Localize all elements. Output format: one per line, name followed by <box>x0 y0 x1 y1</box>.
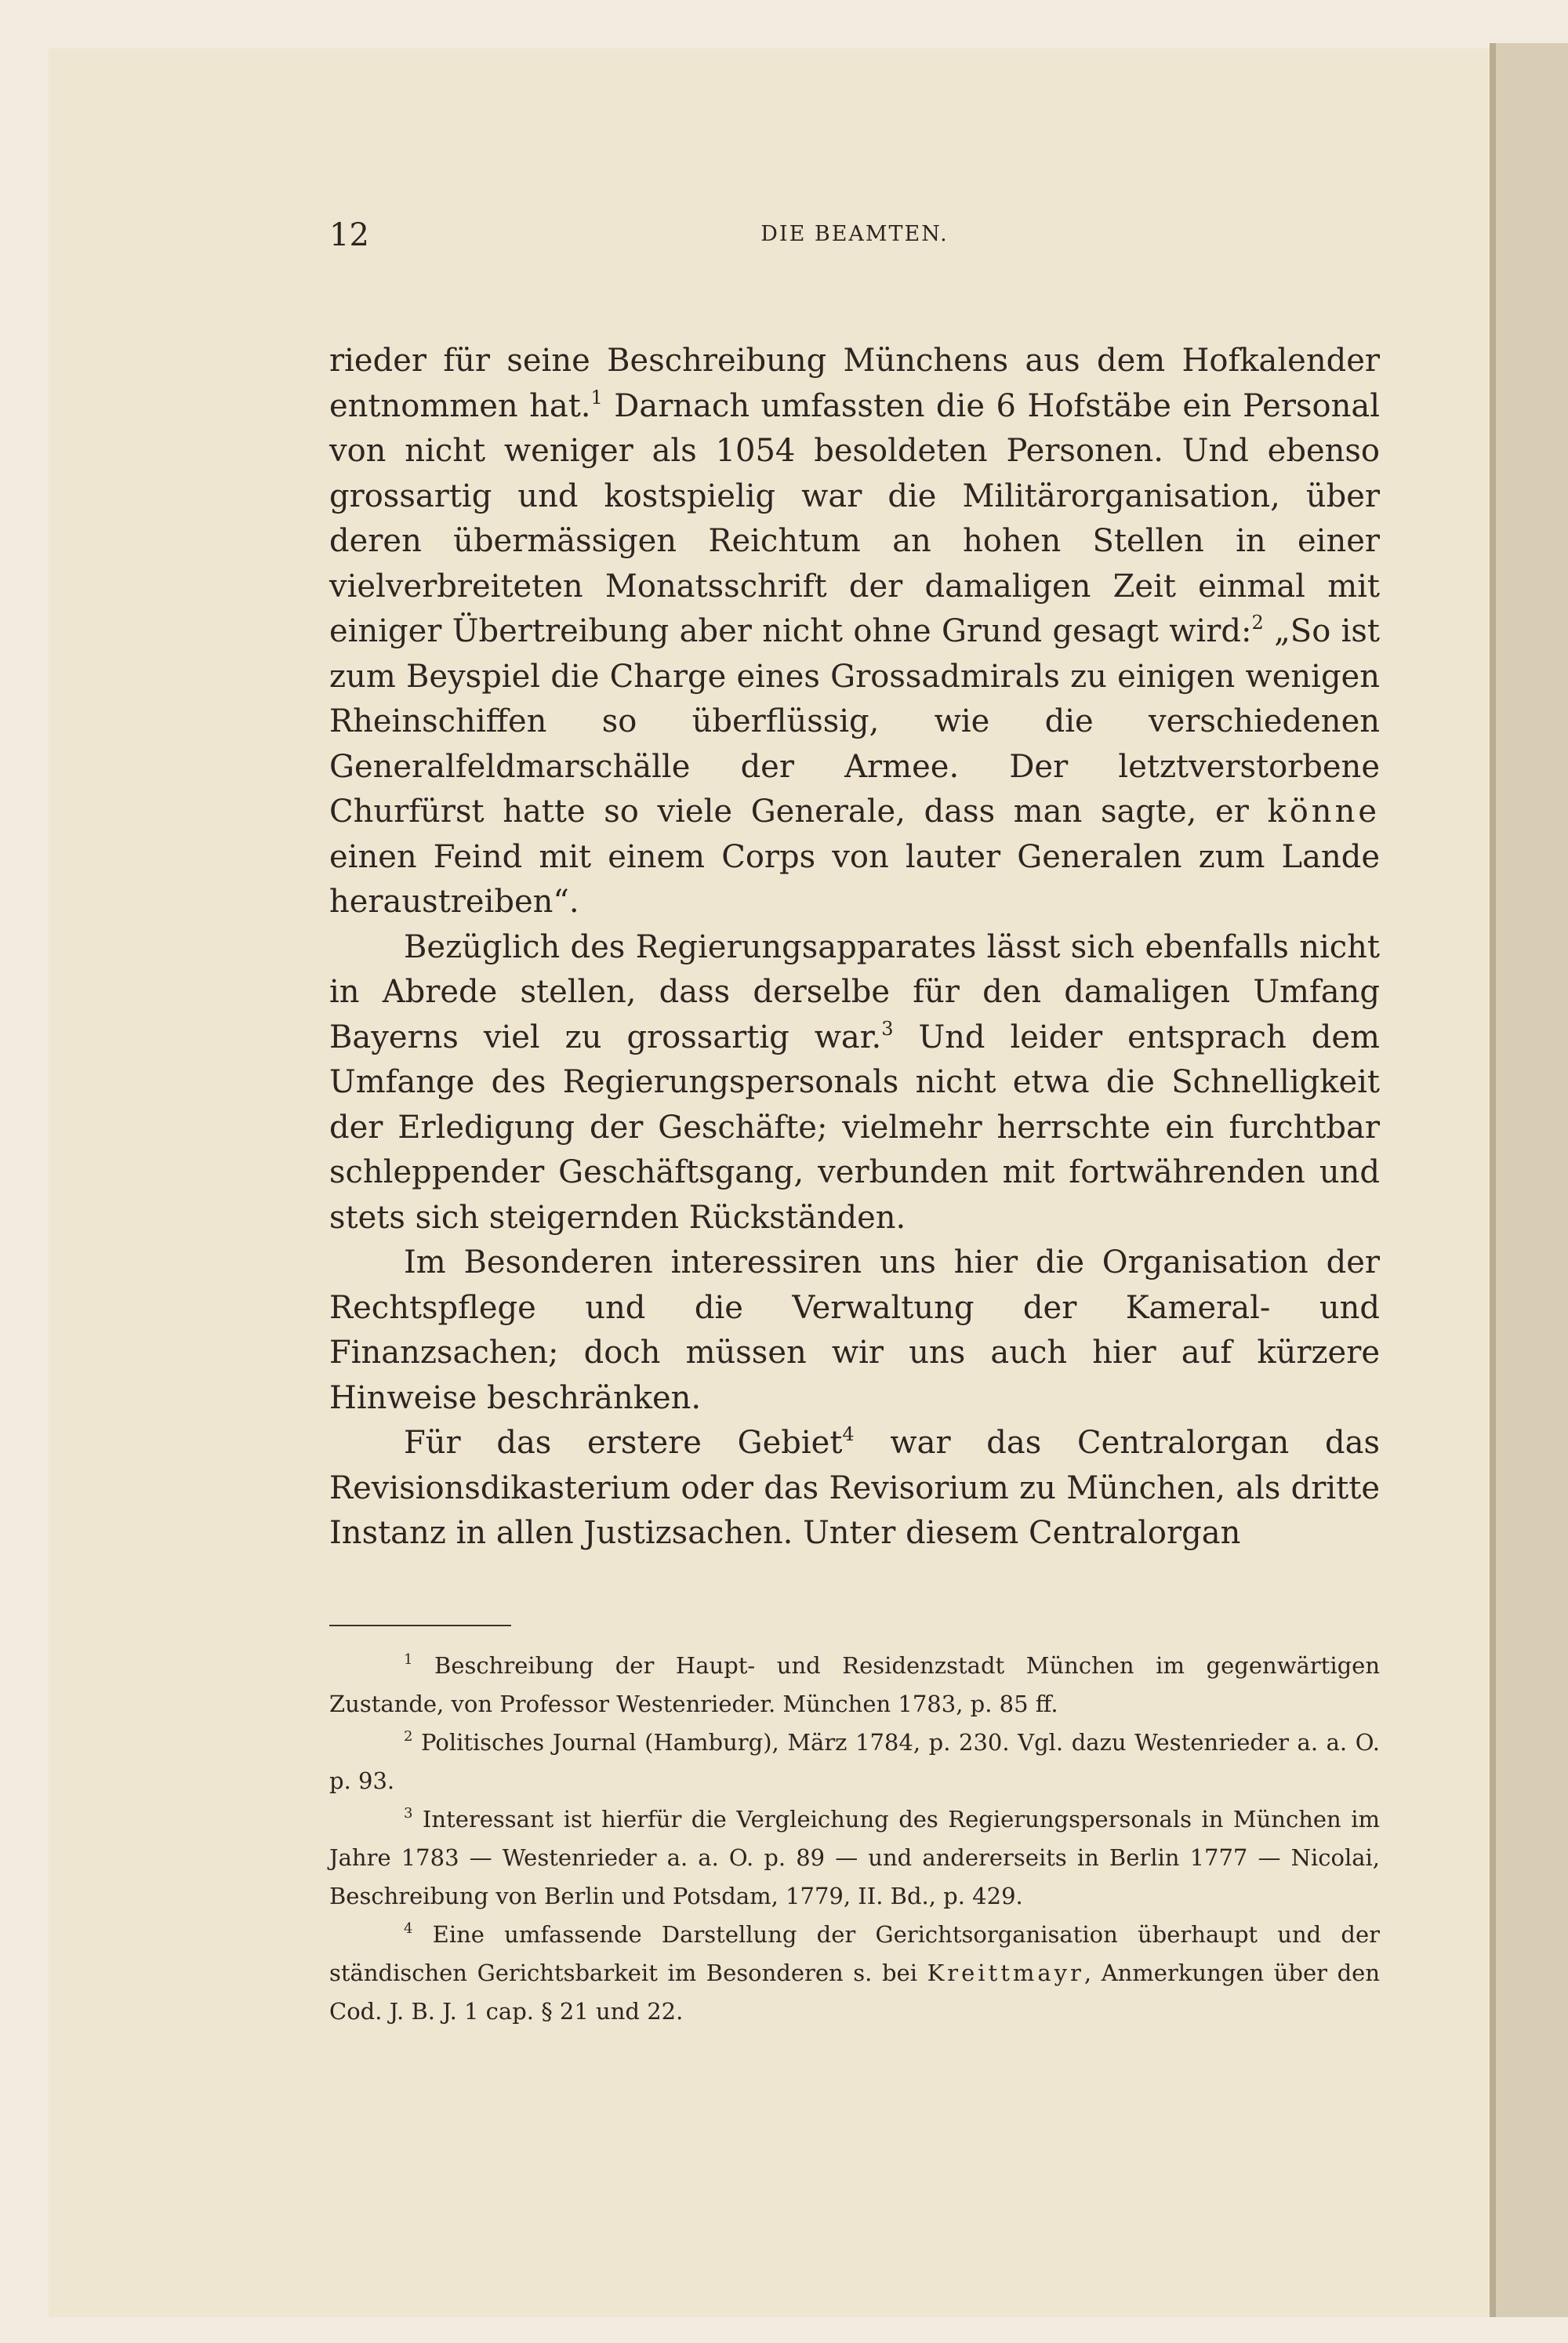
footnotes <box>329 1647 1380 2031</box>
footnote-number: 3 <box>404 1805 413 1822</box>
page-number: 12 <box>329 217 369 253</box>
paragraph <box>329 1421 1380 1557</box>
body-text <box>329 339 1380 1557</box>
text-run: einen Feind mit einem Corps von lauter Generalen zum Lande heraustreiben“. <box>329 838 1380 920</box>
footnote-number: 1 <box>404 1651 413 1668</box>
paragraph <box>329 925 1380 1241</box>
text-run: Und leider entsprach dem Umfange des Regierungspersonals nicht etwa die Schnelligkeit der Erledigung der Geschäfte; vielmehr herrschte ein furchtbar schleppender Geschäftsgang, verbunden mit fortwährenden und stets sich steigernden Rückständen. <box>329 1019 1380 1236</box>
scan-frame-bottom <box>0 2317 1568 2343</box>
footnote-number: 4 <box>404 1920 413 1937</box>
scan-frame-top <box>0 0 1568 49</box>
emphasized-text: könne <box>1267 794 1380 830</box>
text-run: , Anmerkungen über den Cod. J. B. J. 1 cap. § 21 und 22. <box>329 1960 1380 2025</box>
running-title: DIE BEAMTEN. <box>760 222 949 246</box>
text-run: Interessant ist hierfür die Vergleichung des Regierungspersonals in München im Jahre 1783 — Westenrieder a. a. O. p. 89 — und andererseits in Berlin 1777 — Nicolai, Beschreibung von Berlin und Potsdam, 1779, II. Bd., p. 429. <box>329 1806 1380 1909</box>
footnote-number: 2 <box>404 1728 413 1745</box>
footnote-reference: 4 <box>842 1423 855 1445</box>
book-page <box>49 49 1490 2317</box>
text-run: „So ist zum Beyspiel die Charge eines Grossadmirals zu einigen wenigen Rheinschiffen so überflüssig, wie die verschiedenen Generalfeldmarschälle der Armee. Der letztverstorbene Churfürst hatte so viele Generale, dass man sagte, er <box>329 613 1381 830</box>
footnote <box>329 1800 1380 1916</box>
footnote-reference: 1 <box>590 386 603 409</box>
footnote-reference: 2 <box>1251 612 1264 634</box>
text-run: Im Besonderen interessiren uns hier die Organisation der Rechtspflege und die Verwaltung der Kameral- und Finanzsachen; doch müssen wir uns auch hier auf kürzere Hinweise beschränken. <box>329 1244 1380 1416</box>
next-page-edge <box>1496 43 1568 2317</box>
footnote-reference: 3 <box>881 1017 894 1040</box>
footnote <box>329 1647 1380 1724</box>
paragraph <box>329 1241 1380 1421</box>
footnote-rule <box>329 1625 511 1626</box>
text-run: Eine umfassende Darstellung der Gerichtsorganisation überhaupt und der ständischen Gerichtsbarkeit im Besonderen s. bei <box>329 1921 1380 1986</box>
page-header <box>329 217 1380 280</box>
text-run: rieder für seine Beschreibung Münchens aus dem Hofkalender entnommen hat. <box>329 343 1380 424</box>
text-run: Bezüglich des Regierungsapparates lässt sich ebenfalls nicht in Abrede stellen, dass derselbe für den damaligen Umfang Bayerns viel zu grossartig war. <box>329 928 1380 1055</box>
text-run: Politisches Journal (Hamburg), März 1784, p. 230. Vgl. dazu Westenrieder a. a. O. p. 93. <box>329 1729 1380 1794</box>
footnote <box>329 1916 1380 2031</box>
scan-frame-left <box>0 0 49 2343</box>
footnote <box>329 1724 1380 1800</box>
page-edge-shadow <box>1490 43 1496 2317</box>
text-run: Beschreibung der Haupt- und Residenzstadt München im gegenwärtigen Zustande, von Professor Westenrieder. München 1783, p. 85 ff. <box>329 1652 1380 1717</box>
paragraph <box>329 339 1380 925</box>
text-run: war das Centralorgan das Revisionsdikasterium oder das Revisorium zu München, als dritte Instanz in allen Justizsachen. Unter diesem Centralorgan <box>329 1425 1380 1551</box>
text-run: Für das erstere Gebiet <box>404 1425 843 1461</box>
text-run: Darnach umfassten die 6 Hofstäbe ein Personal von nicht weniger als 1054 besoldeten Personen. Und ebenso grossartig und kostspielig war die Militärorganisation, über deren übermässigen Reichtum an hohen Stellen in einer vielverbreiteten Monatsschrift der damaligen Zeit einmal mit einiger Übertreibung aber nicht ohne Grund gesagt wird: <box>329 387 1380 649</box>
emphasized-text: Kreittmayr <box>927 1960 1084 1986</box>
